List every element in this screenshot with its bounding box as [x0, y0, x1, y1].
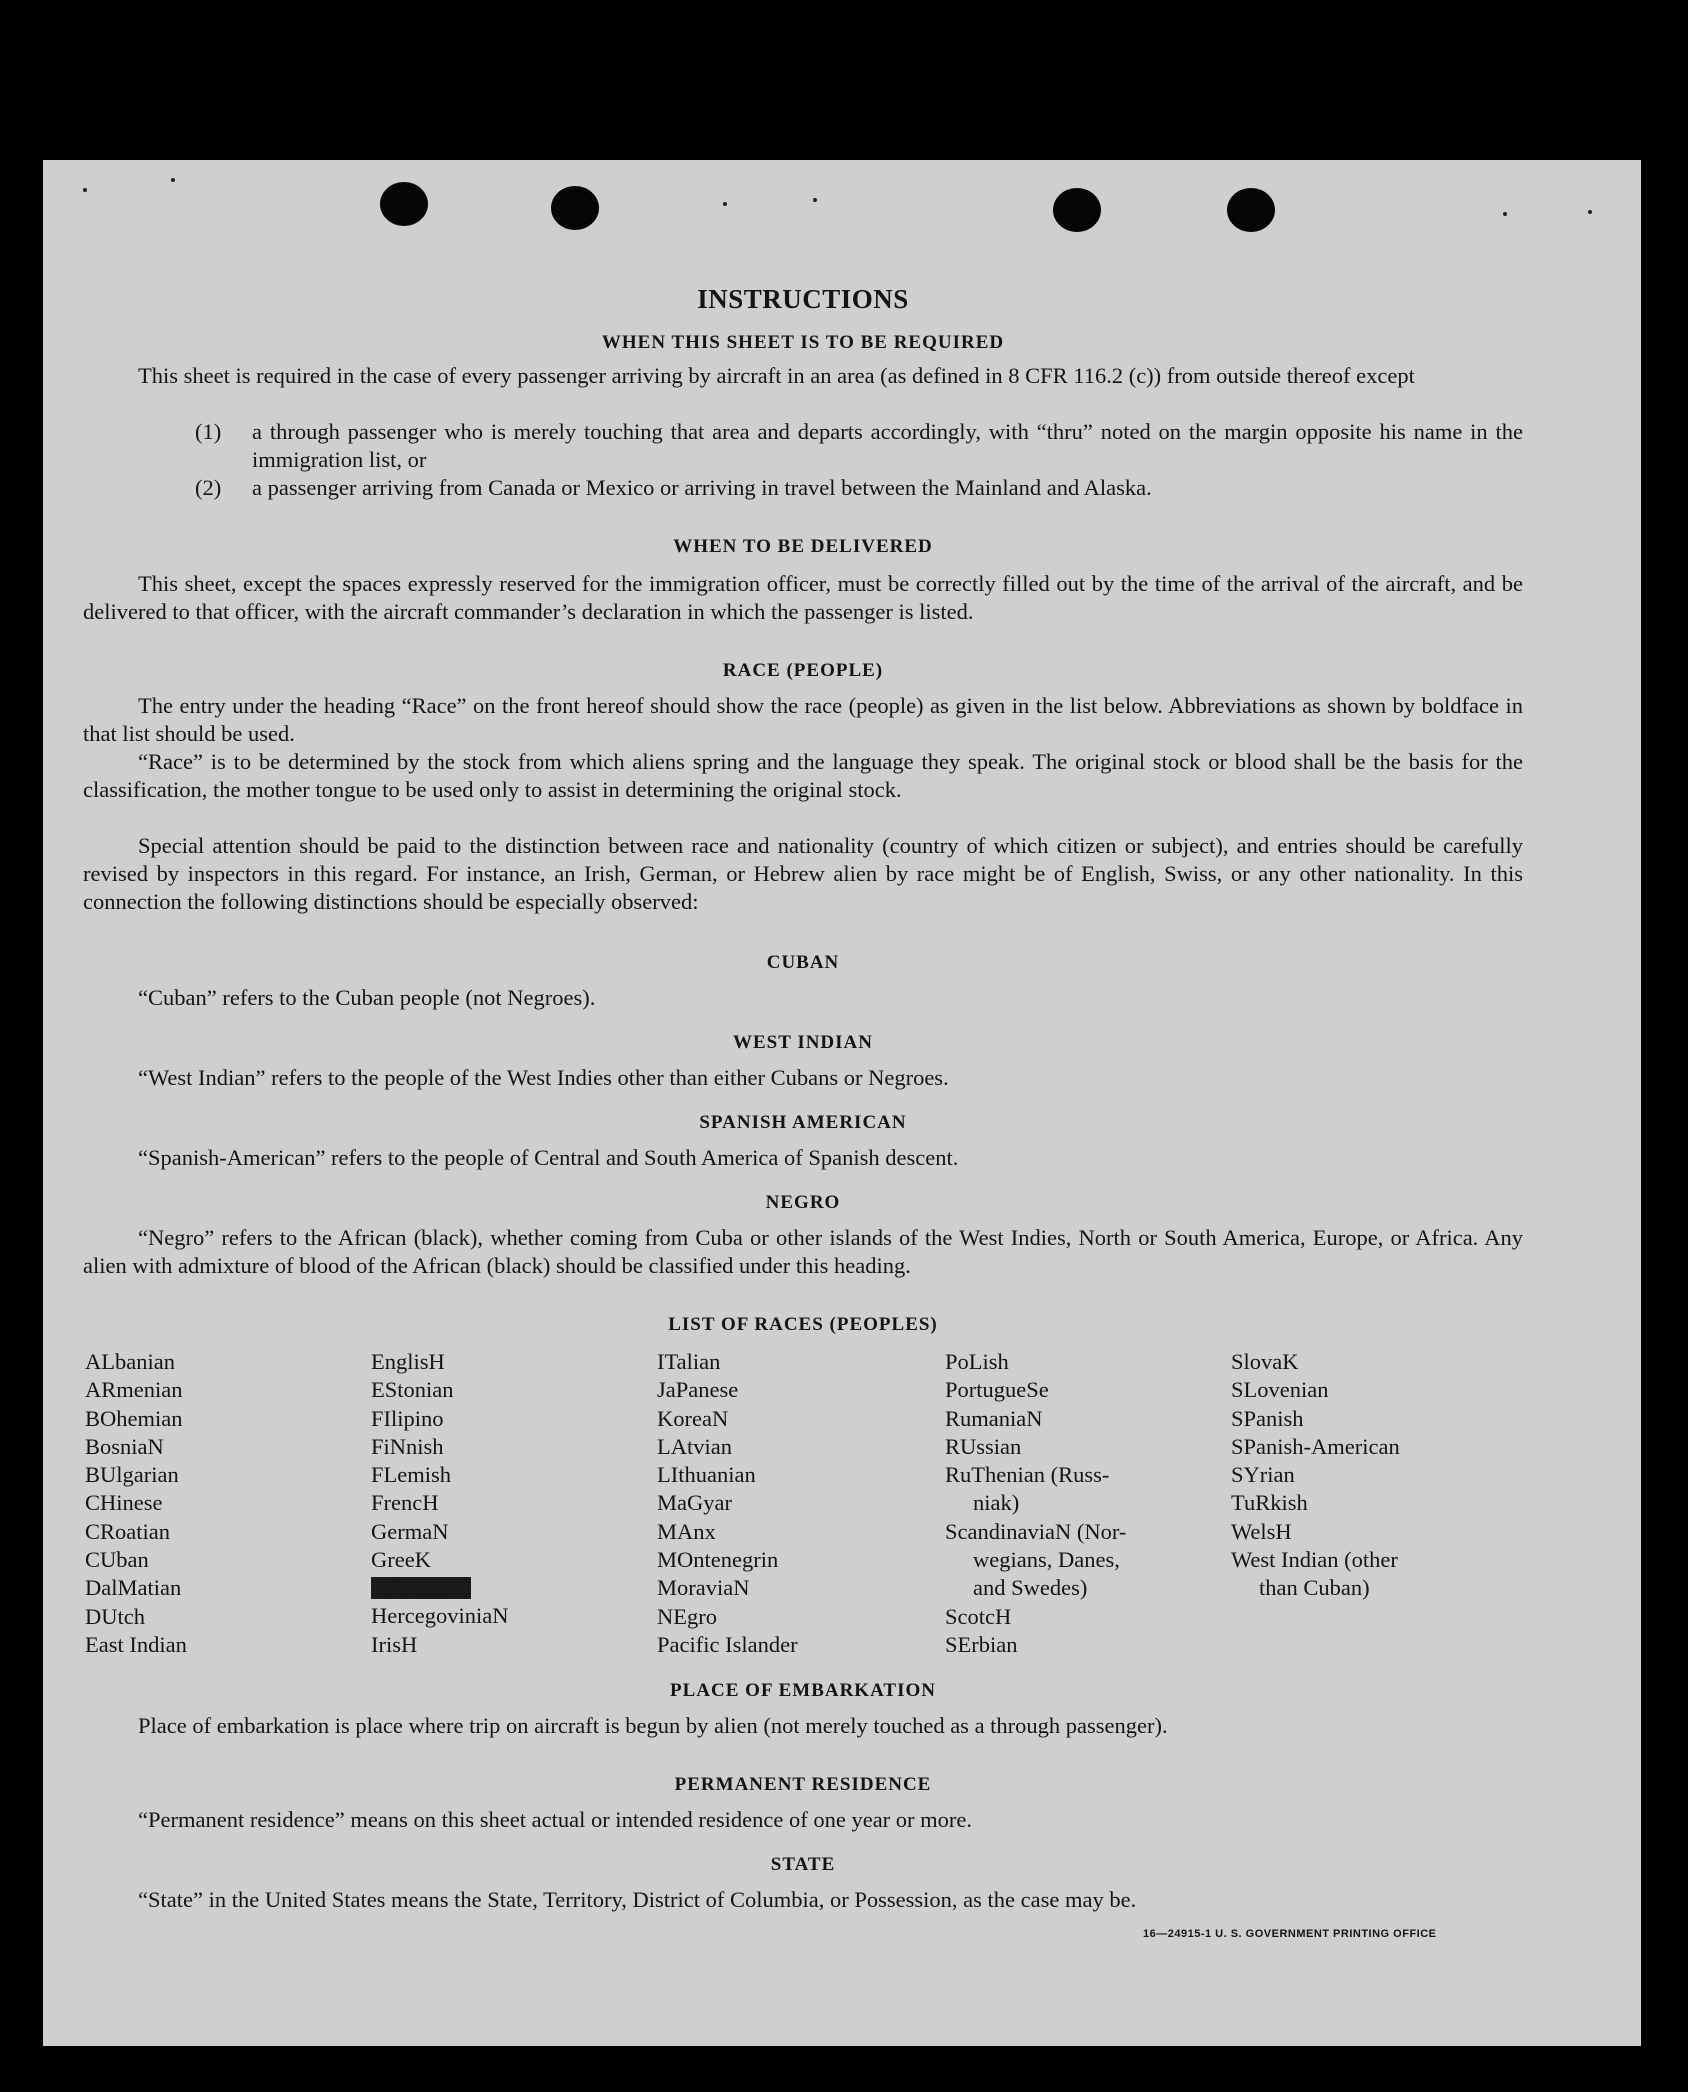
- paragraph-race-definition: “Race” is to be determined by the stock from which aliens spring and the language they speak. The original stock or blood shall be the basis for the classification, the mother tongue to be used only to assist in determining the original stock.: [83, 749, 1523, 802]
- speck: [1588, 210, 1592, 214]
- race-entry: MOntenegrin: [657, 1547, 779, 1573]
- race-entry: WelsH: [1231, 1518, 1292, 1544]
- paragraph-spanish-american: “Spanish-American” refers to the people of Central and South America of Spanish descent.: [138, 1145, 959, 1170]
- race-entry: East Indian: [85, 1631, 187, 1657]
- race-entry: MoraviaN: [657, 1575, 750, 1601]
- race-entry: Pacific Islander: [657, 1631, 798, 1657]
- race-entry-struck-out: HebreW: [371, 1577, 471, 1599]
- race-entry: FiNnish: [371, 1433, 444, 1459]
- heading-spanish-american: SPANISH AMERICAN: [699, 1112, 907, 1133]
- paragraph-west-indian: “West Indian” refers to the people of the West Indies other than either Cubans or Negroes.: [138, 1065, 949, 1090]
- race-entry: EStonian: [371, 1377, 454, 1403]
- race-entry: ARmenian: [85, 1377, 183, 1403]
- race-entry: RuThenian (Russ-: [945, 1462, 1110, 1488]
- heading-when-delivered: WHEN TO BE DELIVERED: [673, 536, 933, 557]
- race-entry: HercegoviniaN: [371, 1603, 509, 1629]
- race-entry: SErbian: [945, 1631, 1018, 1657]
- race-entry-continued: wegians, Danes,: [973, 1547, 1120, 1573]
- speck: [83, 188, 87, 192]
- exception-number: (2): [195, 475, 222, 500]
- heading-permanent-residence: PERMANENT RESIDENCE: [674, 1774, 932, 1795]
- paragraph-negro: “Negro” refers to the African (black), whether coming from Cuba or other islands of the West Indies, North or South America, Europe, or Africa. Any alien with admixture of blood of the African (black) should be classified under this heading.: [83, 1225, 1523, 1278]
- race-entry: PoLish: [945, 1349, 1009, 1374]
- heading-place-of-embarkation: PLACE OF EMBARKATION: [670, 1680, 936, 1701]
- race-entry: ScandinaviaN (Nor-: [945, 1518, 1127, 1544]
- races-column-2: [371, 1348, 508, 1659]
- speck: [1503, 212, 1507, 216]
- exception-number: (1): [195, 419, 222, 444]
- race-entry: LIthuanian: [657, 1462, 756, 1488]
- exception-item-1: [195, 418, 1523, 474]
- race-entry: FrencH: [371, 1490, 439, 1516]
- heading-race: RACE (PEOPLE): [722, 660, 884, 681]
- document-sheet: [43, 160, 1641, 2046]
- race-entry: JaPanese: [657, 1377, 739, 1403]
- race-entry: FIlipino: [371, 1405, 444, 1431]
- heading-cuban: CUBAN: [766, 952, 840, 973]
- race-entry: SlovaK: [1231, 1349, 1299, 1374]
- race-entry: BosniaN: [85, 1433, 164, 1459]
- race-entry-continued: than Cuban): [1259, 1575, 1370, 1601]
- race-entry: DalMatian: [85, 1575, 182, 1601]
- race-entry-continued: and Swedes): [973, 1575, 1088, 1601]
- race-entry: EnglisH: [371, 1349, 445, 1374]
- paragraph-embarkation: Place of embarkation is place where trip on aircraft is begun by alien (not merely touched as a through passenger).: [138, 1713, 1168, 1738]
- race-entry: DUtch: [85, 1603, 145, 1629]
- heading-when-required: WHEN THIS SHEET IS TO BE REQUIRED: [601, 332, 1005, 353]
- race-entry: GermaN: [371, 1518, 449, 1544]
- speck: [723, 202, 727, 206]
- paragraph-state: “State” in the United States means the State, Territory, District of Columbia, or Possession, as the case may be.: [138, 1887, 1137, 1912]
- heading-west-indian: WEST INDIAN: [733, 1032, 873, 1053]
- race-entry: RUssian: [945, 1433, 1022, 1459]
- race-entry: SPanish-American: [1231, 1433, 1400, 1459]
- punch-hole: [1227, 188, 1275, 232]
- speck: [813, 198, 817, 202]
- race-entry: GreeK: [371, 1547, 431, 1573]
- exception-text: a passenger arriving from Canada or Mexico or arriving in travel between the Mainland and Alaska.: [252, 475, 1152, 500]
- race-entry: CRoatian: [85, 1518, 170, 1544]
- race-entry: SYrian: [1231, 1462, 1295, 1488]
- paragraph-race-entry: The entry under the heading “Race” on the front hereof should show the race (people) as given in the list below. Abbreviations as shown by boldface in that list should be used.: [83, 693, 1523, 746]
- race-entry: RumaniaN: [945, 1405, 1043, 1431]
- race-entry: FLemish: [371, 1462, 452, 1488]
- paragraph-race-nationality: Special attention should be paid to the distinction between race and nationality (country of which citizen or subject), and entries should be carefully revised by inspectors in this regard. For instance, an Irish, German, or Hebrew alien by race might be of English, Swiss, or any other nationality. In this connection the following distinctions should be especially observed:: [83, 833, 1523, 914]
- race-entry: SLovenian: [1231, 1377, 1329, 1403]
- race-entry: ScotcH: [945, 1603, 1012, 1629]
- race-entry: IrisH: [371, 1631, 418, 1657]
- race-entry: BOhemian: [85, 1405, 183, 1431]
- race-entry: PortugueSe: [945, 1377, 1049, 1403]
- heading-list-of-races: LIST OF RACES (PEOPLES): [668, 1314, 938, 1335]
- punch-hole: [380, 182, 428, 226]
- race-entry: West Indian (other: [1231, 1547, 1398, 1573]
- race-entry: MaGyar: [657, 1490, 732, 1516]
- race-entry: MAnx: [657, 1518, 716, 1544]
- heading-state: STATE: [770, 1854, 836, 1875]
- paragraph-residence: “Permanent residence” means on this sheet actual or intended residence of one year or more.: [138, 1807, 973, 1832]
- race-entry: NEgro: [657, 1603, 717, 1629]
- paragraph-cuban: “Cuban” refers to the Cuban people (not Negroes).: [138, 985, 596, 1010]
- race-entry: ITalian: [657, 1349, 721, 1374]
- document-title: INSTRUCTIONS: [697, 284, 909, 314]
- punch-hole: [551, 186, 599, 230]
- punch-hole: [1053, 188, 1101, 232]
- race-entry-continued: niak): [973, 1490, 1020, 1516]
- races-column-5: [1231, 1348, 1400, 1603]
- race-entry: CHinese: [85, 1490, 163, 1516]
- speck: [171, 178, 175, 182]
- race-entry: BUlgarian: [85, 1462, 179, 1488]
- paragraph-delivery: This sheet, except the spaces expressly reserved for the immigration officer, must be correctly filled out by the time of the arrival of the aircraft, and be delivered to that officer, with the aircraft commander’s declaration in which the passenger is listed.: [83, 571, 1523, 624]
- printing-office-footnote: 16—24915-1 U. S. GOVERNMENT PRINTING OFFICE: [1143, 1928, 1437, 1940]
- race-entry: SPanish: [1231, 1405, 1304, 1431]
- races-column-4: [945, 1348, 1126, 1659]
- race-entry: CUban: [85, 1547, 149, 1573]
- race-entry: KoreaN: [657, 1405, 729, 1431]
- race-entry: TuRkish: [1231, 1490, 1308, 1516]
- race-entry: ALbanian: [85, 1349, 175, 1374]
- races-column-1: [85, 1348, 187, 1659]
- races-column-3: [657, 1348, 798, 1659]
- race-entry: LAtvian: [657, 1433, 732, 1459]
- exception-item-2: [195, 474, 1523, 502]
- exception-text: a through passenger who is merely touching that area and departs accordingly, with “thru” noted on the margin opposite his name in the immigration list, or: [252, 419, 1523, 472]
- heading-negro: NEGRO: [765, 1192, 841, 1213]
- paragraph-requirement: This sheet is required in the case of every passenger arriving by aircraft in an area (as defined in 8 CFR 116.2 (c)) from outside thereof except: [138, 363, 1415, 388]
